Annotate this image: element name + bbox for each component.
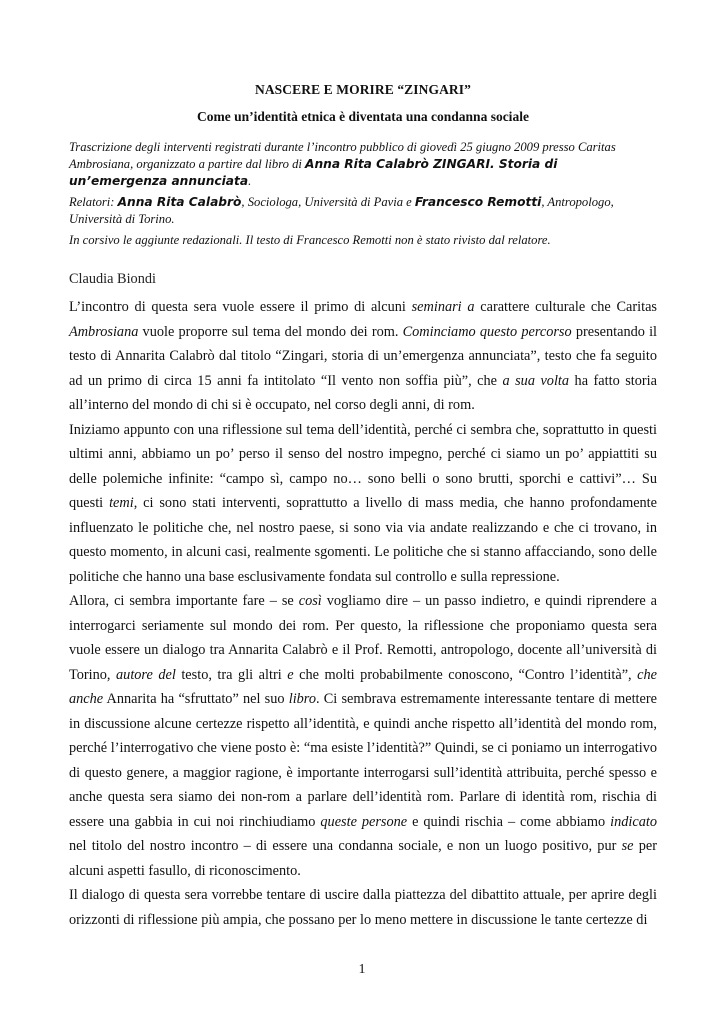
speaker-label: Claudia Biondi bbox=[69, 271, 156, 287]
speaker-name-remotti: Francesco Remotti bbox=[414, 195, 542, 209]
speaker-name-calabro: Anna Rita Calabrò bbox=[117, 195, 242, 209]
intro-editorial-note: In corsivo le aggiunte redazionali. Il testo di Francesco Remotti non è stato rivisto dal relatore. bbox=[69, 233, 551, 247]
body-text bbox=[69, 295, 657, 932]
book-reference: Anna Rita Calabrò ZINGARI. Storia di un’emergenza annunciata bbox=[69, 157, 558, 188]
intro-speakers: Relatori: Anna Rita Calabrò, Sociologa, Università di Pavia e Francesco Remotti, Antropologo, Università di Torino. bbox=[69, 195, 614, 226]
paragraph-1: L’incontro di questa sera vuole essere il primo di alcuni seminari a carattere culturale che Caritas Ambrosiana vuole proporre sul tema del mondo dei rom. Cominciamo questo percorso presentando il testo di Annarita Calabrò dal titolo “Zingari, storia di un’emergenza annunciata”, testo che fa seguito ad un primo di circa 15 anni fa intitolato “Il vento non soffia più”, che a sua volta ha fatto storia all’interno del mondo di chi si è occupato, nel corso degli anni, di rom. bbox=[69, 299, 658, 413]
paragraph-4: Il dialogo di questa sera vorrebbe tentare di uscire dalla piattezza del dibattito attuale, per aprire degli orizzonti di riflessione più ampia, che possano per lo meno mettere in discussione le tante certezze di bbox=[69, 887, 657, 928]
document-title: NASCERE E MORIRE “ZINGARI” bbox=[254, 82, 471, 97]
intro-transcription-note: Trascrizione degli interventi registrati durante l’incontro pubblico di giovedì 25 giugno 2009 presso Caritas Ambrosiana, organizzato a partire dal libro di Anna Rita Calabrò ZINGARI. Storia di un’emergenza annunciata. bbox=[69, 140, 616, 188]
document-page bbox=[69, 82, 657, 932]
page-number: 1 bbox=[358, 962, 366, 977]
paragraph-2: Iniziamo appunto con una riflessione sul tema dell’identità, perché ci sembra che, soprattutto in questi ultimi anni, abbiamo un po’ perso il senso del nostro impegno, perché ci siamo un po’ appiattiti su delle polemiche infinite: “campo sì, campo no… sono belli o sono brutti, sporchi e cattivi”… Su questi temi, ci sono stati interventi, soprattutto a livello di mass media, che hanno profondamente influenzato le politiche che, nel nostro paese, si sono via via andate realizzando e che ci trovano, in questo momento, in alcuni casi, realmente sgomenti. Le politiche che si stanno affacciando, sono delle politiche che hanno una base esclusivamente fondata sul controllo e sulla repressione. bbox=[69, 421, 658, 585]
document-subtitle: Come un’identità etnica è diventata una condanna sociale bbox=[197, 109, 529, 124]
paragraph-3: Allora, ci sembra importante fare – se così vogliamo dire – un passo indietro, e quindi riprendere a interrogarci seriamente sul mondo dei rom. Per questo, la riflessione che proponiamo questa sera vuole essere un dialogo tra Annarita Calabrò e il Prof. Remotti, antropologo, docente all’università di Torino, autore del testo, tra gli altri e che molti probabilmente conoscono, “Contro l’identità”, che anche Annarita ha “sfruttato” nel suo libro. Ci sembrava estremamente interessante tentare di mettere in discussione alcune certezze rispetto all’identità, e quindi anche rispetto all’identità del mondo rom, perché l’interrogativo che viene posto è: “ma esiste l’identità?” Quindi, se ci poniamo un interrogativo di questo genere, a maggior ragione, è importante interrogarsi sull’identità attribuita, perché spesso e anche questa sera siamo dei non-rom a parlare dell’identità rom. Parlare di identità rom, rischia di essere una gabbia in cui noi rinchiudiamo queste persone e quindi rischia – come abbiamo indicato nel titolo del nostro incontro – di essere una condanna sociale, e non un luogo positivo, pur se per alcuni aspetti fasullo, di riconoscimento. bbox=[69, 593, 658, 879]
